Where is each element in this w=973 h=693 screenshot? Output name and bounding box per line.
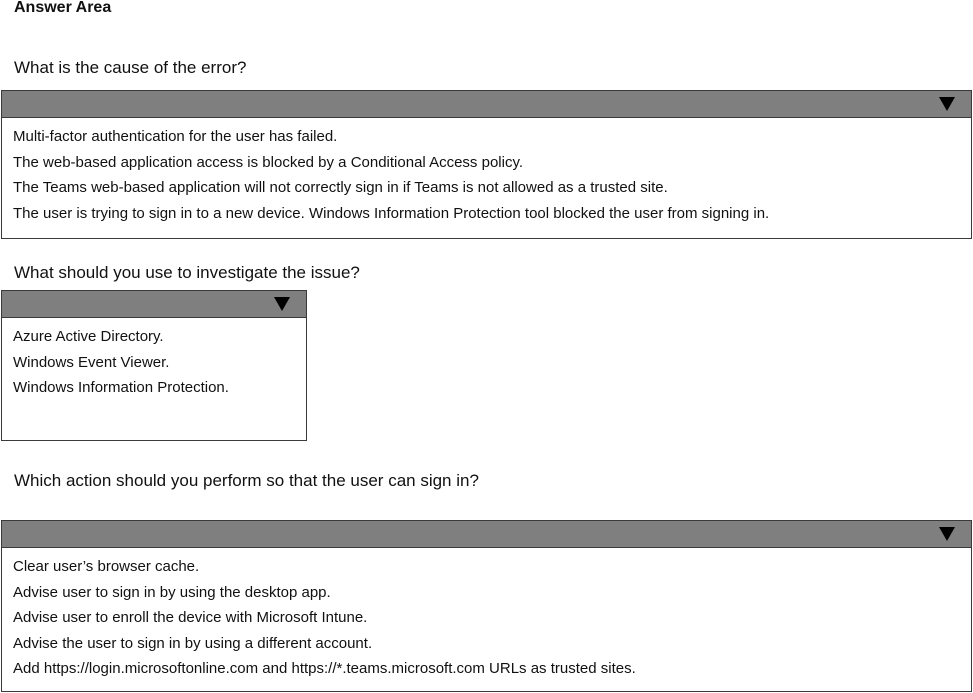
question-3-options <box>2 548 971 682</box>
chevron-down-icon[interactable] <box>939 97 955 111</box>
question-2-options <box>2 318 306 401</box>
answer-area-title: Answer Area <box>14 0 112 16</box>
question-3-option[interactable]: Advise the user to sign in by using a different account. <box>13 634 373 652</box>
question-2-option[interactable]: Azure Active Directory. <box>13 328 164 345</box>
question-2-dropdown <box>1 290 307 441</box>
question-1-option[interactable]: The user is trying to sign in to a new device. Windows Information Protection tool blocked the user from signing in. <box>13 204 770 222</box>
question-1-dropdown-header[interactable] <box>2 91 971 118</box>
question-3-option[interactable]: Advise user to sign in by using the desktop app. <box>13 583 331 601</box>
question-2-option[interactable]: Windows Event Viewer. <box>13 353 170 371</box>
question-2-dropdown-header[interactable] <box>2 291 306 318</box>
question-3-dropdown <box>1 520 972 692</box>
question-1-prompt: What is the cause of the error? <box>14 58 247 77</box>
question-1-dropdown <box>1 90 972 239</box>
chevron-down-icon[interactable] <box>939 527 955 541</box>
question-1-option[interactable]: The web-based application access is blocked by a Conditional Access policy. <box>13 153 523 171</box>
question-3-prompt: Which action should you perform so that the user can sign in? <box>14 471 479 490</box>
chevron-down-icon[interactable] <box>274 297 290 311</box>
question-3-dropdown-header[interactable] <box>2 521 971 548</box>
question-3-option[interactable]: Advise user to enroll the device with Microsoft Intune. <box>13 609 368 626</box>
question-1-options <box>2 118 971 226</box>
question-2-prompt: What should you use to investigate the issue? <box>14 263 360 282</box>
question-1-option[interactable]: The Teams web-based application will not correctly sign in if Teams is not allowed as a trusted site. <box>13 179 668 196</box>
question-3-option[interactable]: Add https://login.microsoftonline.com and https://*.teams.microsoft.com URLs as trusted sites. <box>13 660 636 677</box>
question-1-option[interactable]: Multi-factor authentication for the user has failed. <box>13 128 338 145</box>
question-2-option[interactable]: Windows Information Protection. <box>13 379 229 396</box>
question-3-option[interactable]: Clear user’s browser cache. <box>13 558 200 575</box>
